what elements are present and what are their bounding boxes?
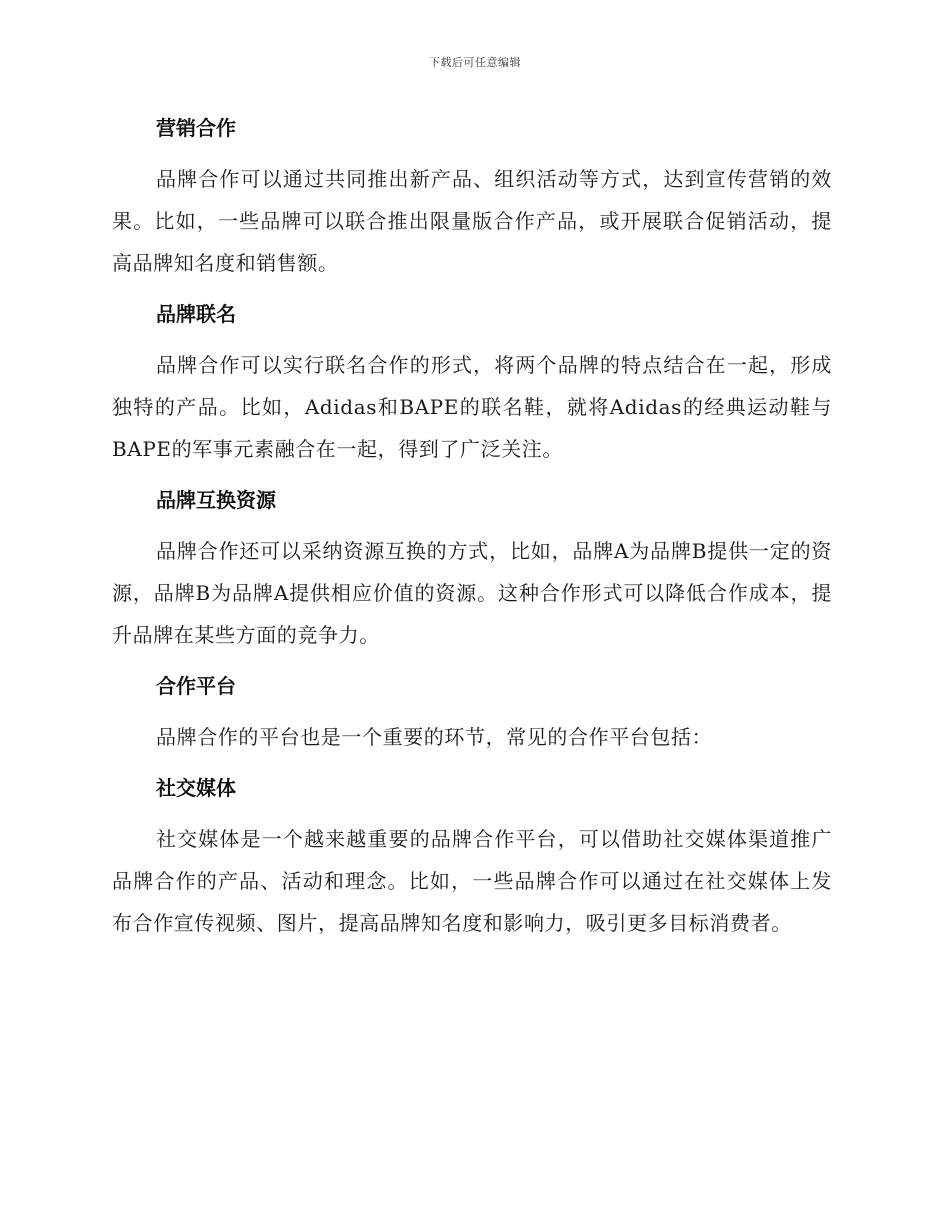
section-paragraph-social-media: 社交媒体是一个越来越重要的品牌合作平台，可以借助社交媒体渠道推广品牌合作的产品、活动和理念。比如，一些品牌合作可以通过在社交媒体上发布合作宣传视频、图片，提高品牌知名度和影响力，吸引更多目标消费者。 bbox=[112, 827, 832, 935]
section-heading-social-media: 社交媒体 bbox=[156, 776, 236, 800]
section-paragraph-marketing: 品牌合作可以通过共同推出新产品、组织活动等方式，达到宣传营销的效果。比如，一些品牌可以联合推出限量版合作产品，或开展联合促销活动，提高品牌知名度和销售额。 bbox=[112, 167, 832, 275]
section-heading-platforms: 合作平台 bbox=[156, 674, 236, 698]
document-body bbox=[112, 108, 832, 954]
section-paragraph-platforms: 品牌合作的平台也是一个重要的环节，常见的合作平台包括： bbox=[156, 725, 713, 749]
section-paragraph-co-branding: 品牌合作可以实行联名合作的形式，将两个品牌的特点结合在一起，形成独特的产品。比如，Adidas和BAPE的联名鞋，就将Adidas的经典运动鞋与BAPE的军事元素融合在一起，得到了广泛关注。 bbox=[112, 353, 832, 461]
section-heading-resource-exchange: 品牌互换资源 bbox=[156, 488, 276, 512]
page-header: 下载后可任意编辑 bbox=[429, 56, 521, 69]
section-paragraph-resource-exchange: 品牌合作还可以采纳资源互换的方式，比如，品牌A为品牌B提供一定的资源，品牌B为品牌A提供相应价值的资源。这种合作形式可以降低合作成本，提升品牌在某些方面的竞争力。 bbox=[112, 539, 832, 647]
section-heading-co-branding: 品牌联名 bbox=[156, 302, 236, 326]
section-heading-marketing: 营销合作 bbox=[156, 116, 236, 140]
